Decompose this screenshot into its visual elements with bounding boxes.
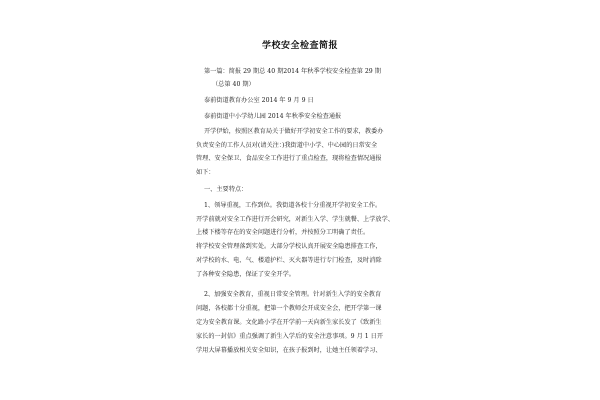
paragraph-line: 定为安全教育课。文化路小学在开学前一天向新生家长发了《致新生: [196, 319, 382, 326]
paragraph-line: 1、领导重视，工作到位。我街道各校十分重视开学初安全工作。: [204, 202, 382, 209]
section-heading: 一、主要特点：: [204, 186, 248, 193]
meta-line-issue: （总第 40 期）: [212, 81, 255, 88]
paragraph-line: 学用大屏幕播放相关安全知识，在孩子报到时，让她主任领着学习、: [196, 347, 382, 354]
paragraph-line: 开学前就对安全工作进行开会研究，对新生入学、学生就餐、上学放学、: [196, 216, 394, 223]
intro-line: 开学伊始，按照区教育局关于做好开学初安全工作的要求，教委办: [204, 128, 384, 135]
paragraph-line: 问题，各校都十分重视，把第一个教师会开成安全会，把开学第一课: [196, 305, 382, 312]
paragraph-line: 了各种安全隐患，保证了安全开学。: [196, 271, 295, 278]
intro-line: 如下：: [196, 169, 215, 176]
intro-line: 管理、安全保卫、食品安全工作进行了重点检查，现将检查情况通报: [196, 155, 382, 162]
paragraph-line: 上楼下楼等存在的安全问题进行分析，并按照分工明确了责任。: [196, 229, 370, 236]
meta-line: 第一篇：简报 29 期总 40 期2014 年秋季学校安全检查第 29 期: [204, 68, 381, 75]
paragraph-line: 家长的一封信》重点强调了新生入学后的安全注意事项。9 月 1 日开: [196, 333, 384, 340]
paragraph-line: 对学校的水、电、气、楼道护栏、灭火器等进行专门检查，及时消除: [196, 257, 382, 264]
issuer-line: 泰前街道教育办公室 2014 年 9 月 9 日: [204, 97, 314, 104]
document-subtitle: 泰前街道中小学幼儿园 2014 年秋季安全检查通报: [204, 113, 342, 120]
paragraph-line: 2、加强安全教育，重视日常安全管理。针对新生入学的安全教育: [204, 291, 382, 298]
document-title: 学校安全检查简报: [261, 41, 338, 51]
paragraph-line: 将学校安全管理落到实处。大部分学校认真开展安全隐患排查工作，: [196, 243, 382, 250]
intro-line: 负责安全的工作人员对(请关注：)我街道中小学、中心园的日常安全: [196, 142, 378, 149]
